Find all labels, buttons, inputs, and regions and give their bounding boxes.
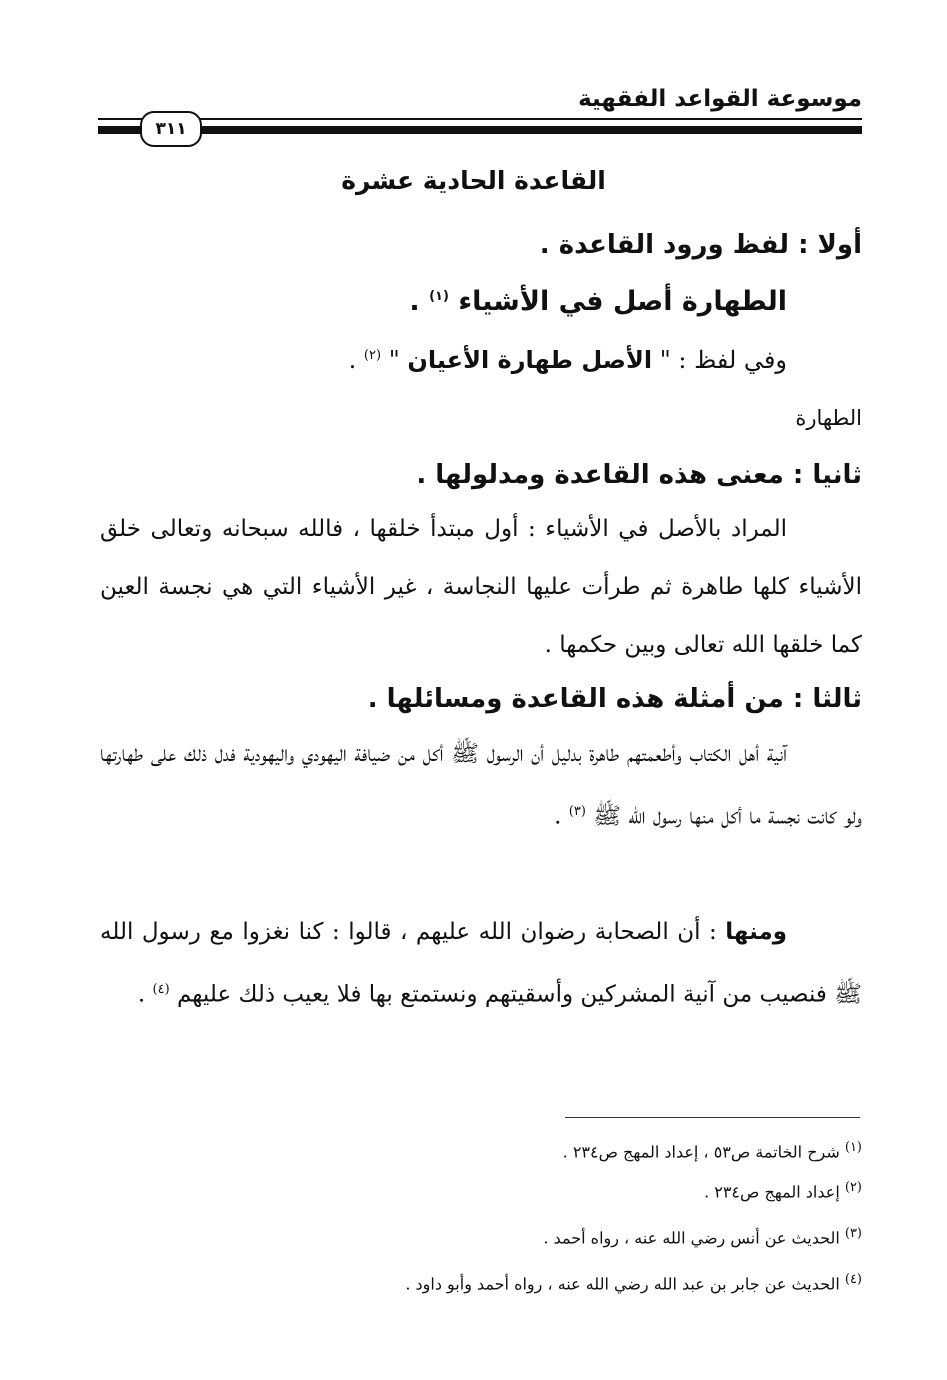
meaning-paragraph: المراد بالأصل في الأشياء : أول مبتدأ خلقها ، فالله سبحانه وتعالى خلق الأشياء كلها طاهرة ثم طرأت عليها النجاسة ، غير الأشياء التي هي نجسة العين كما خلقها الله تعالى وبين حكمها . xyxy=(100,516,863,658)
variant-suffix: " xyxy=(388,346,400,374)
variant-bold: الأصل طهارة الأعيان xyxy=(407,346,653,374)
footnote-ref-2: (٢) xyxy=(363,348,382,363)
example-paragraph-1 xyxy=(100,725,862,846)
variant-prefix: وفي لفظ : " xyxy=(659,346,787,374)
footnote-2-text: إعداد المهج ص٢٣٤ . xyxy=(704,1182,840,1202)
footnote-3-number: (٣) xyxy=(844,1226,862,1241)
footnote-2-number: (٢) xyxy=(844,1180,862,1195)
footnote-separator xyxy=(565,1117,860,1118)
footnote-ref-1: (١) xyxy=(429,289,449,304)
footnote-4 xyxy=(405,1272,862,1293)
example-2-text: : أن الصحابة رضوان الله عليهم ، قالوا : كنا نغزوا مع رسول الله ﷺ فنصيب من آنية المشركين وأسقيتهم ونستمتع بها فلا يعيب ذلك عليهم xyxy=(100,919,862,1008)
running-header-title: موسوعة القواعد الفقهية xyxy=(578,86,862,112)
rule-variant xyxy=(349,346,787,374)
footnote-1-number: (١) xyxy=(844,1140,862,1155)
section-heading-2: ثانيا : معنى هذه القاعدة ومدلولها . xyxy=(416,460,862,490)
period: . xyxy=(348,346,357,374)
footnote-1 xyxy=(563,1140,862,1161)
rule-title: القاعدة الحادية عشرة xyxy=(341,166,606,195)
footnote-4-number: (٤) xyxy=(844,1272,862,1287)
section-heading-3: ثالثا : من أمثلة هذه القاعدة ومسائلها . xyxy=(367,684,862,714)
footnote-4-text: الحديث عن جابر بن عبد الله رضي الله عنه ، رواه أحمد وأبو داود . xyxy=(405,1274,840,1294)
footnote-2 xyxy=(704,1180,862,1201)
footnote-3 xyxy=(543,1226,862,1247)
footnote-1-text: شرح الخاتمة ص٥٣ ، إعداد المهج ص٢٣٤ . xyxy=(562,1142,840,1162)
rule-statement-text: الطهارة أصل في الأشياء xyxy=(458,286,787,317)
period: . xyxy=(137,981,146,1008)
example-paragraph-2 xyxy=(100,903,862,1024)
header-rule-thin xyxy=(98,118,862,120)
footnote-ref-4: (٤) xyxy=(152,982,170,997)
period: . xyxy=(409,286,420,317)
page-number: ٣١١ xyxy=(140,111,202,147)
footnote-ref-3: (٣) xyxy=(568,804,586,819)
period: . xyxy=(554,803,562,830)
keyword-label: الطهارة xyxy=(795,406,862,430)
header-rule-thick xyxy=(98,126,862,134)
section-heading-1: أولا : لفظ ورود القاعدة . xyxy=(539,230,862,260)
rule-statement xyxy=(409,286,787,317)
example-1-text: آنية أهل الكتاب وأطعمتهم طاهرة بدليل أن الرسول ﷺ أكل من ضيافة اليهودي واليهودية فدل ذلك على طهارتها ولو كانت نجسة ما أكل منها رسول الله ﷺ xyxy=(100,741,862,830)
example-2-label: ومنها xyxy=(725,919,788,945)
footnote-3-text: الحديث عن أنس رضي الله عنه ، رواه أحمد . xyxy=(543,1228,840,1248)
